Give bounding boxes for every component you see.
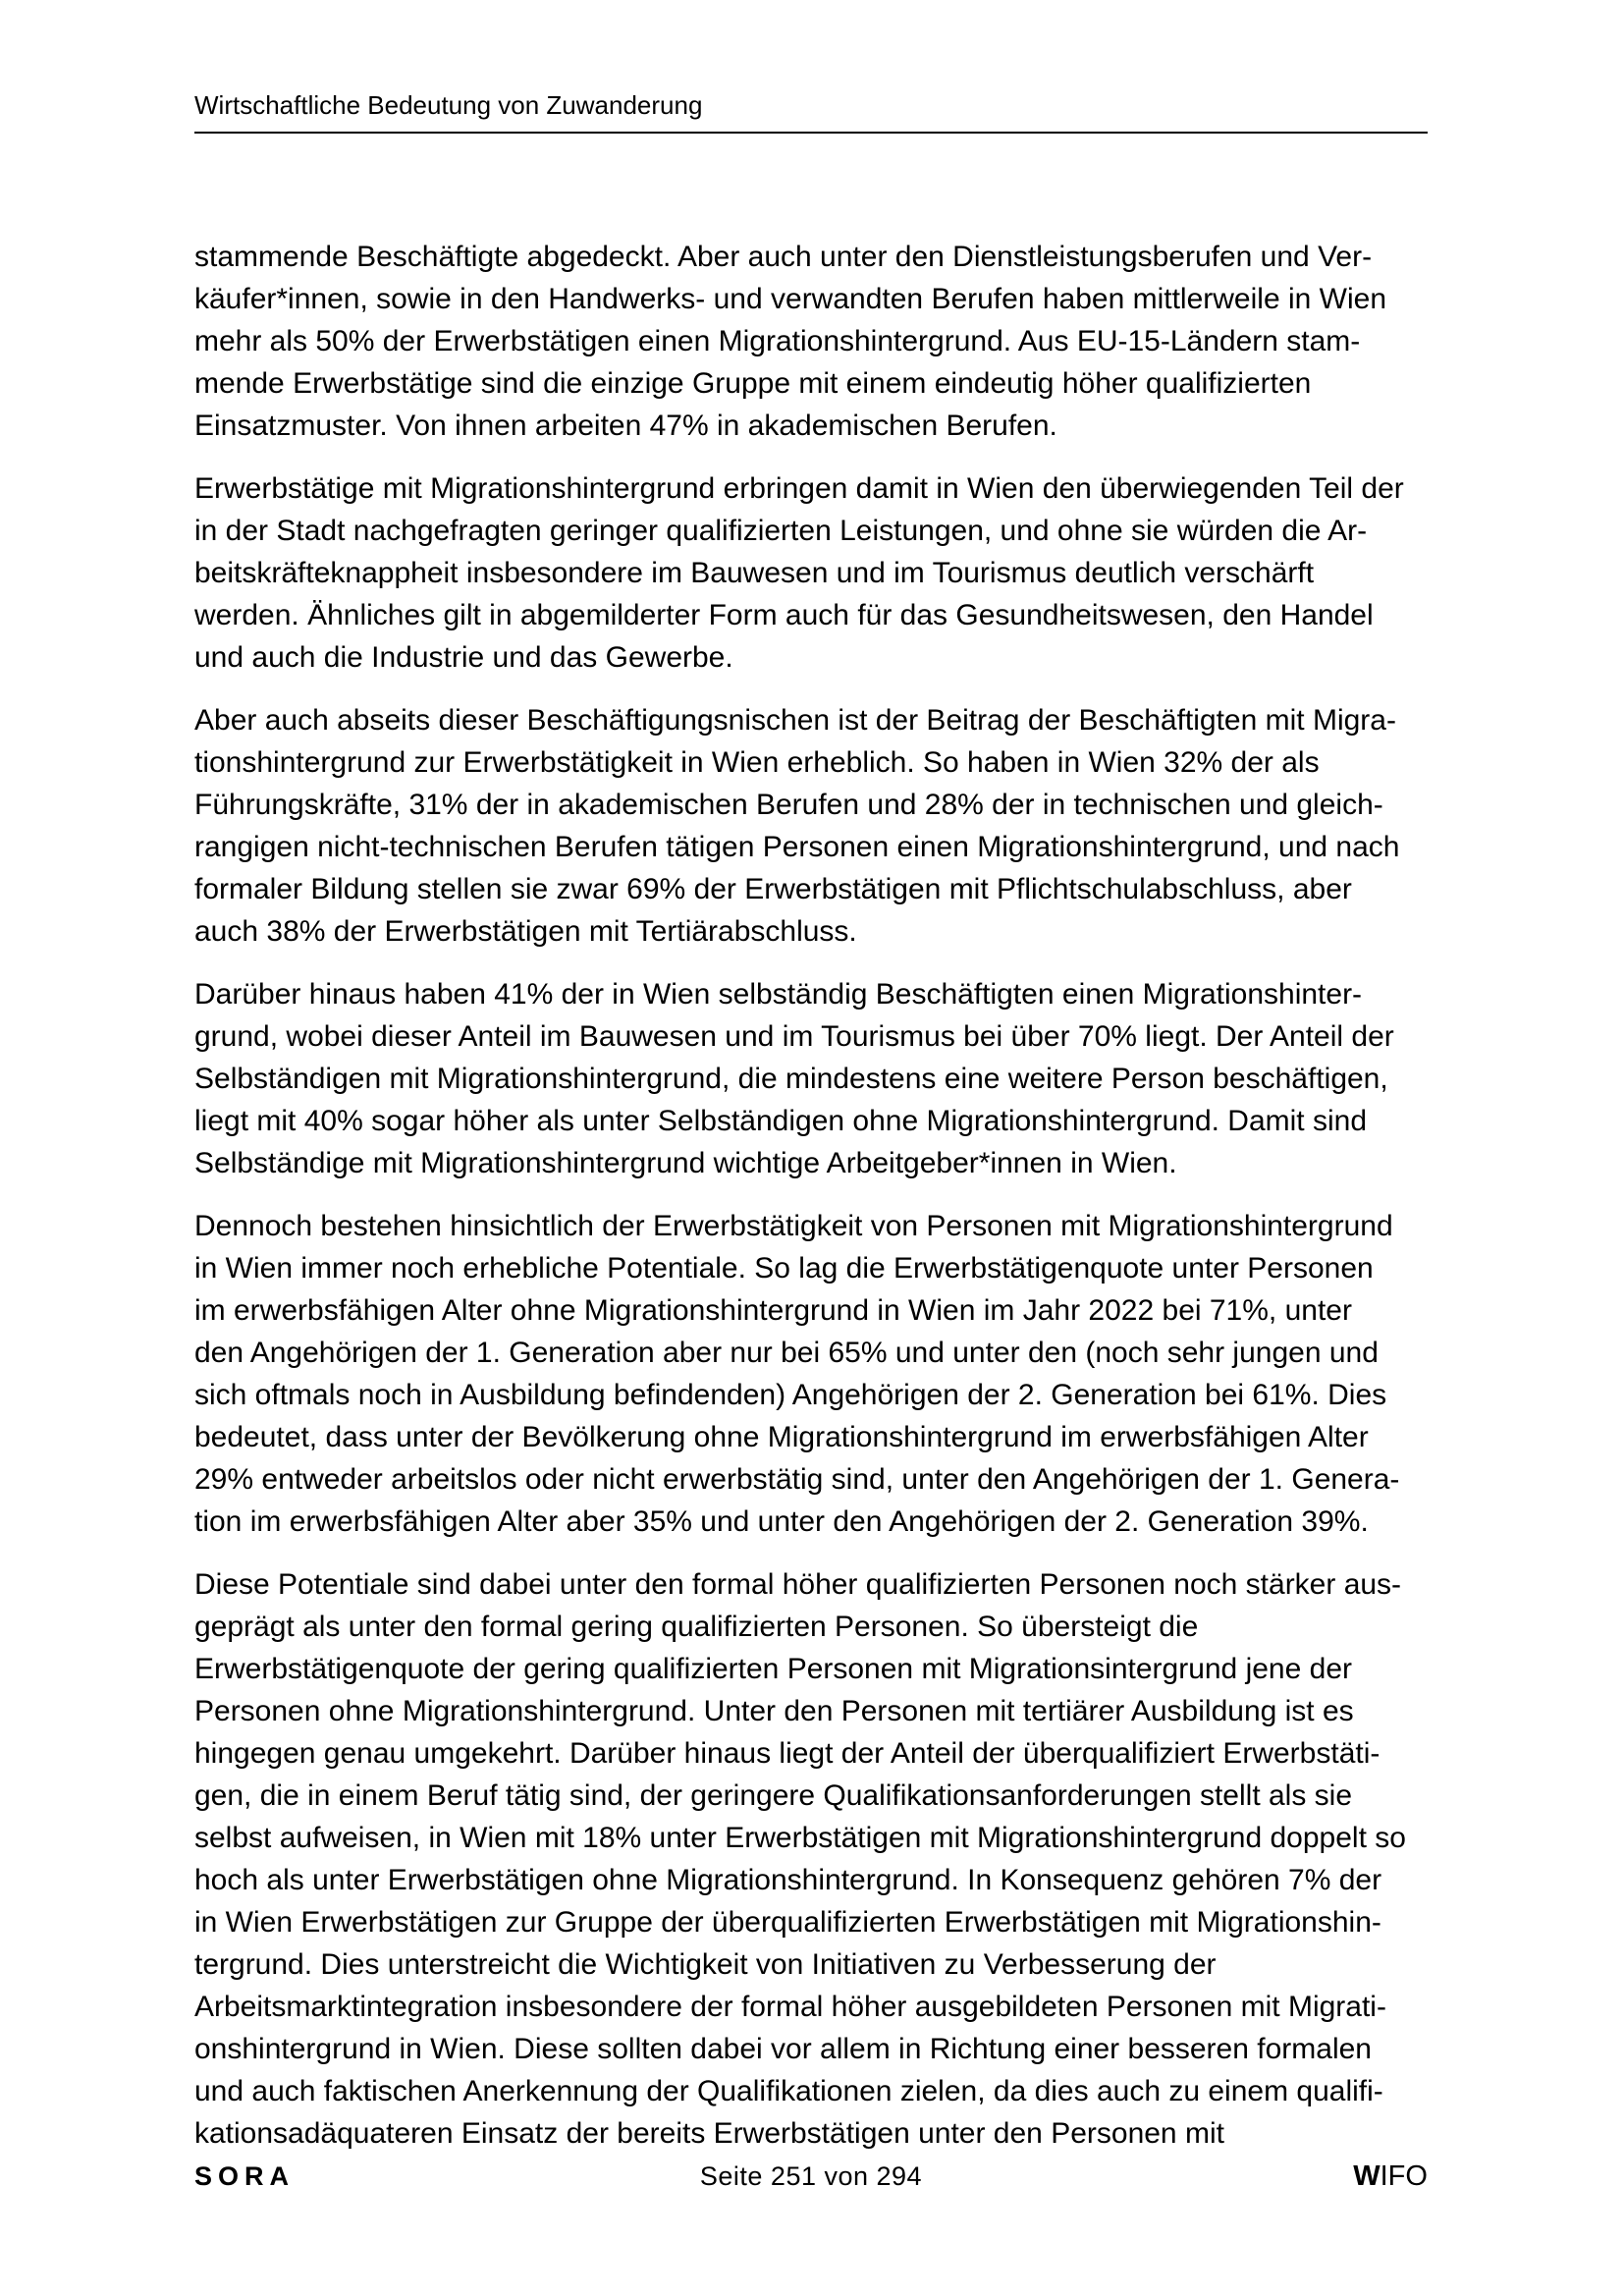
text-line: onshintergrund in Wien. Diese sollten dabei vor allem in Richtung einer besseren formalen xyxy=(194,2033,1372,2065)
text-line: und auch die Industrie und das Gewerbe. xyxy=(194,641,733,674)
text-line: den Angehörigen der 1. Generation aber nur bei 65% und unter den (noch sehr jungen und xyxy=(194,1337,1379,1369)
paragraph xyxy=(194,467,1437,679)
text-line: Führungskräfte, 31% der in akademischen Berufen und 28% der in technischen und gleich- xyxy=(194,789,1383,821)
text-line: Darüber hinaus haben 41% der in Wien selbständig Beschäftigten einen Migrationshinter- xyxy=(194,978,1363,1011)
text-line: käufer*innen, sowie in den Handwerks- und verwandten Berufen haben mittlerweile in Wien xyxy=(194,283,1387,315)
text-line: auch 38% der Erwerbstätigen mit Tertiärabschluss. xyxy=(194,915,857,948)
text-line: tion im erwerbsfähigen Alter aber 35% und unter den Angehörigen der 2. Generation 39%. xyxy=(194,1505,1369,1538)
running-header-title: Wirtschaftliche Bedeutung von Zuwanderung xyxy=(194,90,703,120)
paragraph xyxy=(194,973,1437,1184)
wifo-logo-w: W xyxy=(1353,2160,1380,2192)
text-line: und auch faktischen Anerkennung der Qualifikationen zielen, da dies auch zu einem qualifi- xyxy=(194,2075,1383,2107)
page-number: Seite 251 von 294 xyxy=(699,2161,923,2191)
text-line: tergrund. Dies unterstreicht die Wichtigkeit von Initiativen zu Verbesserung der xyxy=(194,1948,1217,1981)
footer-brand-sora: SORA xyxy=(194,2161,296,2191)
text-line: sich oftmals noch in Ausbildung befindenden) Angehörigen der 2. Generation bei 61%. Dies xyxy=(194,1379,1387,1411)
text-line: selbst aufweisen, in Wien mit 18% unter Erwerbstätigen mit Migrationshintergrund doppelt so xyxy=(194,1822,1406,1854)
text-line: bedeutet, dass unter der Bevölkerung ohne Migrationshintergrund im erwerbsfähigen Alter xyxy=(194,1421,1369,1453)
text-line: Einsatzmuster. Von ihnen arbeiten 47% in akademischen Berufen. xyxy=(194,410,1057,442)
paragraph xyxy=(194,1563,1437,2155)
text-line: Dennoch bestehen hinsichtlich der Erwerbstätigkeit von Personen mit Migrationshintergrund xyxy=(194,1210,1393,1242)
text-line: kationsadäquateren Einsatz der bereits Erwerbstätigen unter den Personen mit xyxy=(194,2117,1224,2150)
header-divider xyxy=(194,132,1428,134)
text-line: Diese Potentiale sind dabei unter den formal höher qualifizierten Personen noch stärker aus- xyxy=(194,1568,1402,1601)
text-line: beitskräfteknappheit insbesondere im Bauwesen und im Tourismus deutlich verschärft xyxy=(194,557,1315,589)
text-line: mende Erwerbstätige sind die einzige Gruppe mit einem eindeutig höher qualifizierten xyxy=(194,367,1312,400)
text-line: gen, die in einem Beruf tätig sind, der geringere Qualifikationsanforderungen stellt als sie xyxy=(194,1779,1353,1812)
text-line: in der Stadt nachgefragten geringer qualifizierten Leistungen, und ohne sie würden die Ar- xyxy=(194,515,1368,547)
paragraph xyxy=(194,1205,1437,1543)
paragraph xyxy=(194,699,1437,953)
text-line: stammende Beschäftigte abgedeckt. Aber auch unter den Dienstleistungsberufen und Ver- xyxy=(194,241,1373,273)
body-paragraphs xyxy=(194,236,1437,2175)
text-line: in Wien immer noch erhebliche Potentiale. So lag die Erwerbstätigenquote unter Personen xyxy=(194,1252,1374,1285)
text-line: werden. Ähnliches gilt in abgemilderter Form auch für das Gesundheitswesen, den Handel xyxy=(194,599,1374,631)
text-line: Selbständige mit Migrationshintergrund wichtige Arbeitgeber*innen in Wien. xyxy=(194,1147,1177,1179)
text-line: Personen ohne Migrationshintergrund. Unter den Personen mit tertiärer Ausbildung ist es xyxy=(194,1695,1354,1727)
text-line: grund, wobei dieser Anteil im Bauwesen und im Tourismus bei über 70% liegt. Der Anteil der xyxy=(194,1020,1394,1053)
text-line: 29% entweder arbeitslos oder nicht erwerbstätig sind, unter den Angehörigen der 1. Genera- xyxy=(194,1463,1400,1496)
text-line: geprägt als unter den formal gering qualifizierten Personen. So übersteigt die xyxy=(194,1611,1199,1643)
text-line: im erwerbsfähigen Alter ohne Migrationshintergrund in Wien im Jahr 2022 bei 71%, unter xyxy=(194,1294,1352,1327)
text-line: Erwerbstätigenquote der gering qualifizierten Personen mit Migrationsintergrund jene der xyxy=(194,1653,1352,1685)
wifo-logo-ifo: IFO xyxy=(1380,2160,1428,2192)
text-line: tionshintergrund zur Erwerbstätigkeit in Wien erheblich. So haben in Wien 32% der als xyxy=(194,746,1320,779)
text-line: formaler Bildung stellen sie zwar 69% der Erwerbstätigen mit Pflichtschulabschluss, aber xyxy=(194,873,1352,905)
text-line: mehr als 50% der Erwerbstätigen einen Migrationshintergrund. Aus EU-15-Ländern stam- xyxy=(194,325,1361,357)
page-header xyxy=(194,90,1428,134)
text-line: hoch als unter Erwerbstätigen ohne Migrationshintergrund. In Konsequenz gehören 7% der xyxy=(194,1864,1382,1896)
page-footer xyxy=(194,2160,1428,2193)
text-line: Erwerbstätige mit Migrationshintergrund erbringen damit in Wien den überwiegenden Teil der xyxy=(194,472,1404,505)
text-line: Selbständigen mit Migrationshintergrund, die mindestens eine weitere Person beschäftigen, xyxy=(194,1063,1388,1095)
text-line: rangigen nicht-technischen Berufen tätigen Personen einen Migrationshintergrund, und nach xyxy=(194,831,1400,863)
paragraph xyxy=(194,236,1437,447)
text-line: Arbeitsmarktintegration insbesondere der formal höher ausgebildeten Personen mit Migrati- xyxy=(194,1991,1386,2023)
text-line: in Wien Erwerbstätigen zur Gruppe der überqualifizierten Erwerbstätigen mit Migrationshin- xyxy=(194,1906,1381,1939)
text-line: liegt mit 40% sogar höher als unter Selbständigen ohne Migrationshintergrund. Damit sind xyxy=(194,1105,1368,1137)
text-line: hingegen genau umgekehrt. Darüber hinaus liegt der Anteil der überqualifiziert Erwerbstäti- xyxy=(194,1737,1380,1770)
text-line: Aber auch abseits dieser Beschäftigungsnischen ist der Beitrag der Beschäftigten mit Migra- xyxy=(194,704,1396,737)
footer-brand-wifo xyxy=(1021,2160,1428,2193)
